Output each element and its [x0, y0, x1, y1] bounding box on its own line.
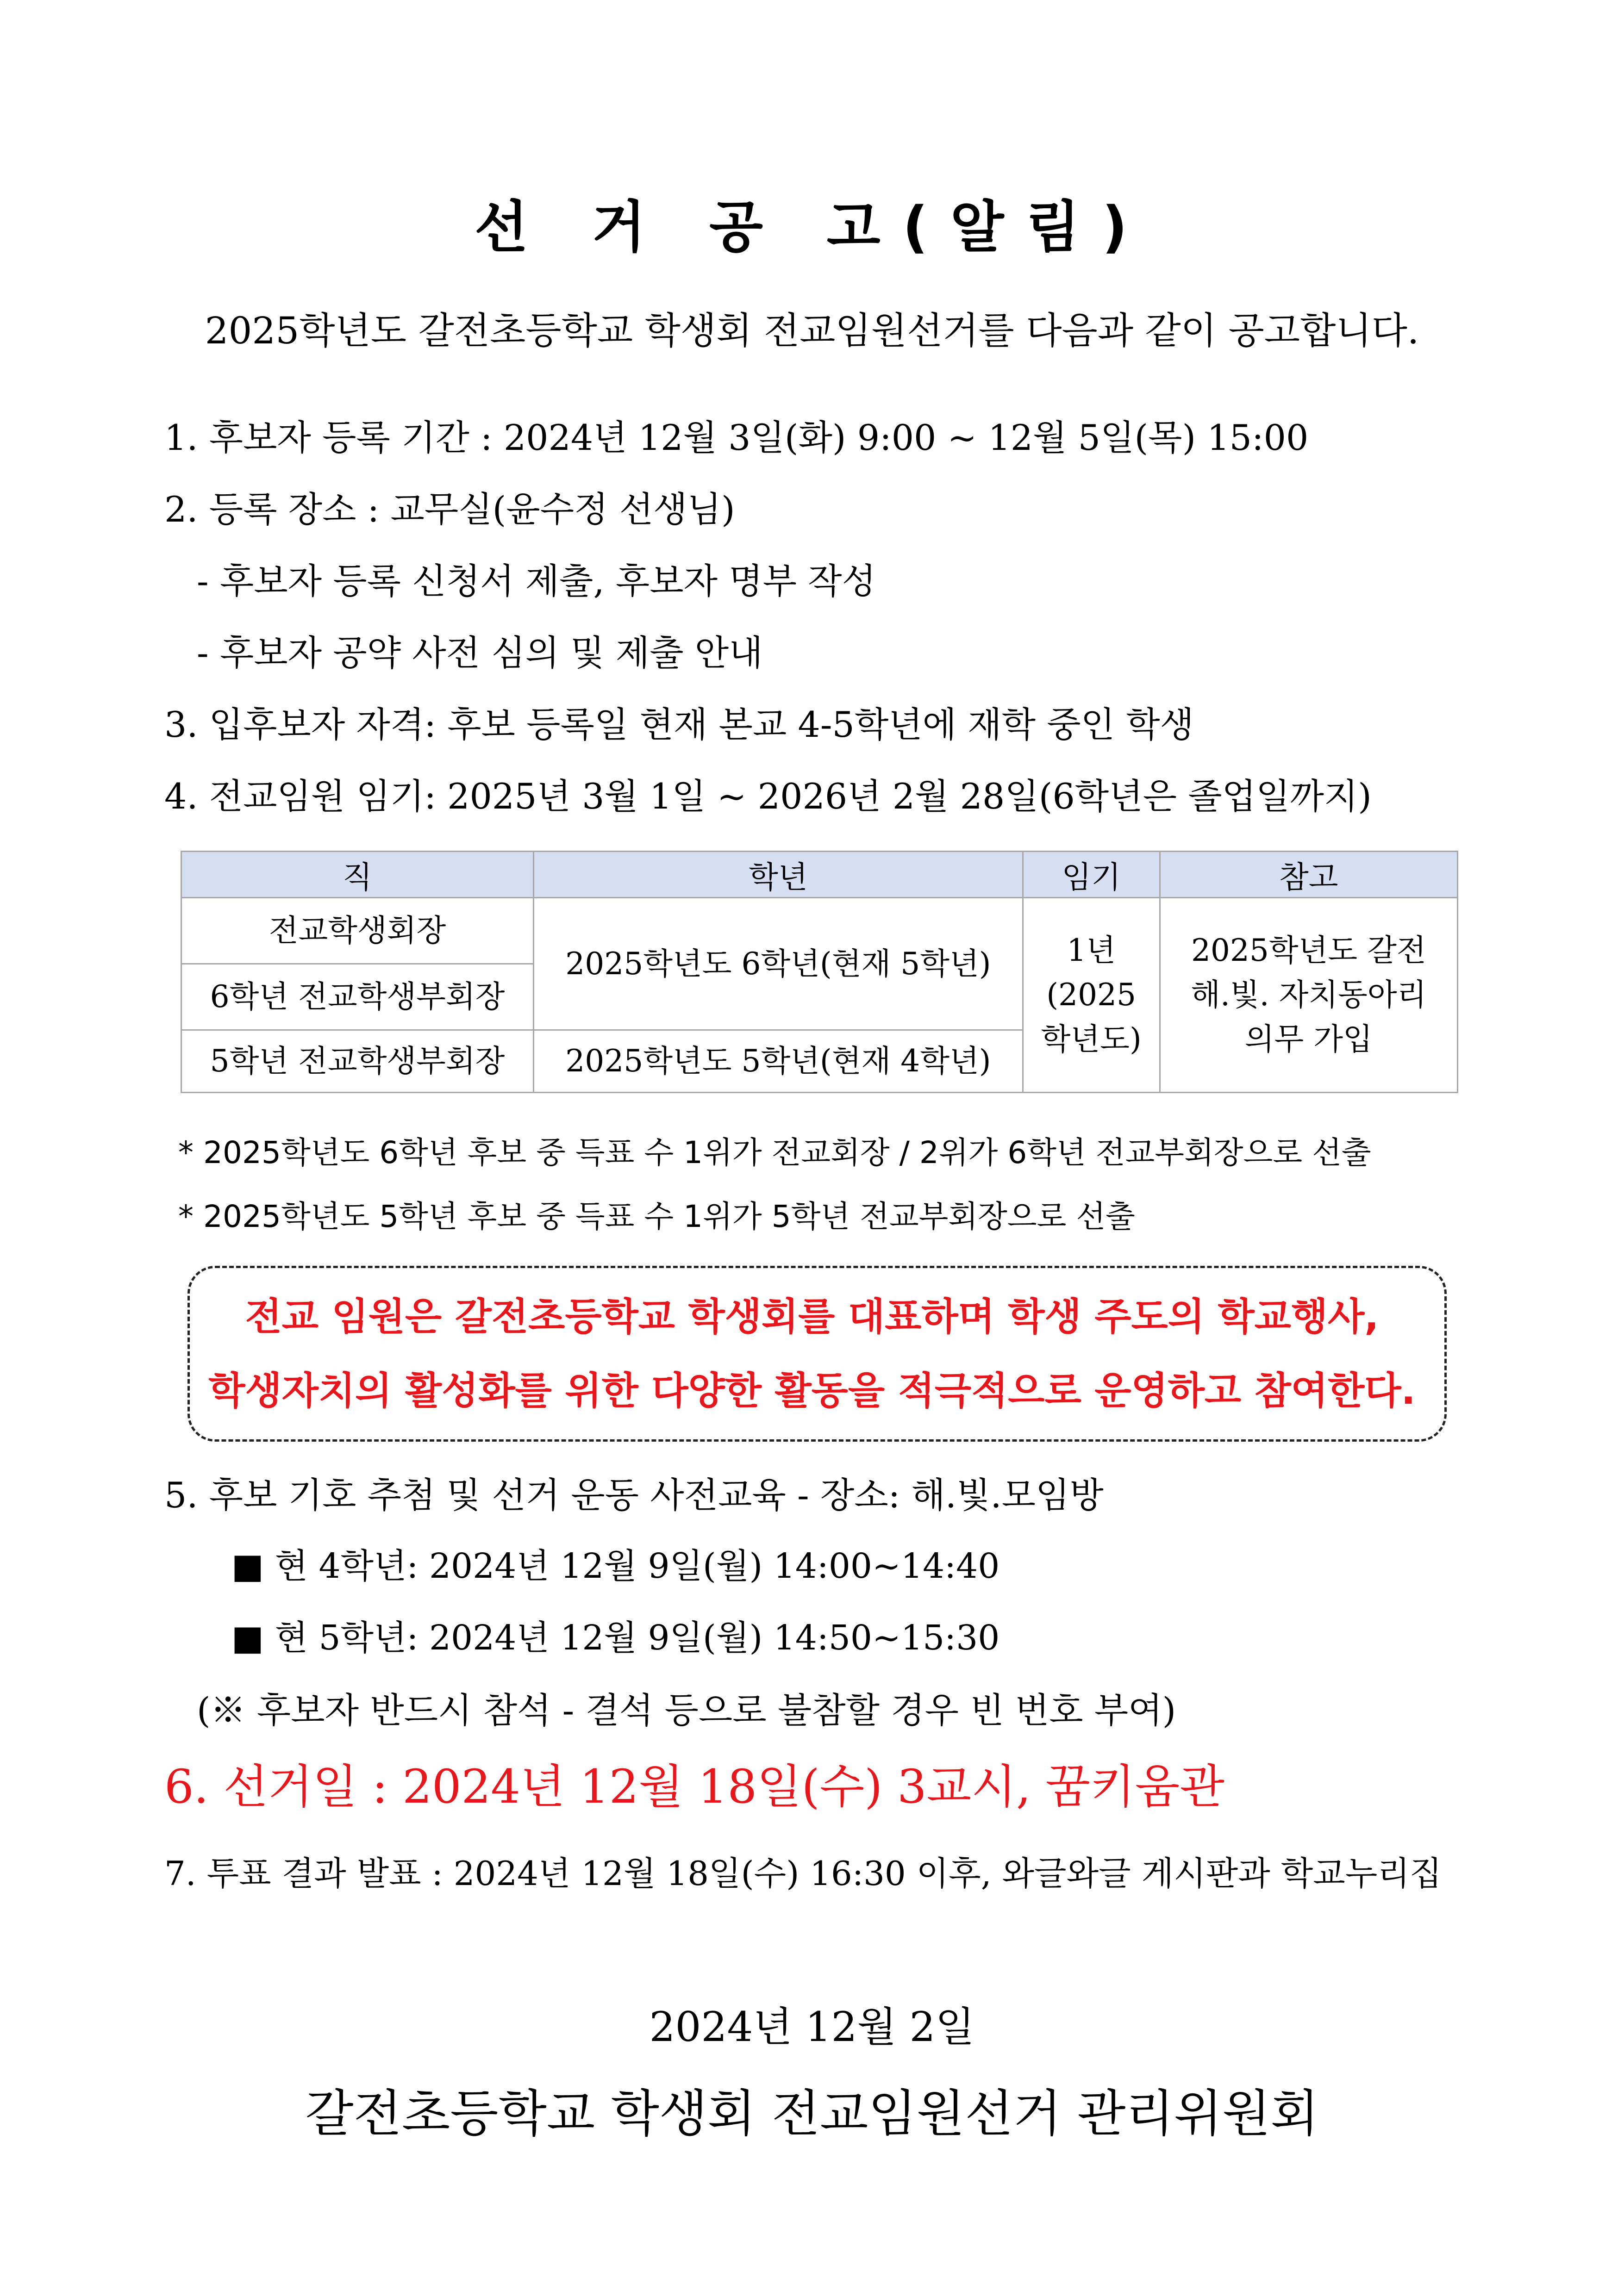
table-row — [181, 898, 1458, 964]
officer-table — [181, 851, 1458, 1093]
highlight-line-2: 학생자치의 활성화를 위한 다양한 활동을 적극적으로 운영하고 참여한다. — [208, 1369, 1416, 1413]
highlight-line-1: 전교 임원은 갈전초등학교 학생회를 대표하며 학생 주도의 학교행사, — [245, 1295, 1379, 1339]
committee-name: 갈전초등학교 학생회 전교임원선거 관리위원회 — [305, 2085, 1319, 2143]
note-cell — [1160, 898, 1457, 1093]
term-line: 학년도) — [1041, 1021, 1142, 1057]
orientation-grade4: ■ 현 4학년: 2024년 12월 9일(월) 14:00~14:40 — [231, 1546, 1000, 1586]
position-vice-5: 5학년 전교학생부회장 — [181, 1030, 534, 1093]
note-line: 의무 가입 — [1244, 1021, 1373, 1057]
intro-text: 2025학년도 갈전초등학교 학생회 전교임원선거를 다음과 같이 공고합니다. — [205, 309, 1419, 352]
term-line: (2025 — [1046, 977, 1137, 1013]
notice-date: 2024년 12월 2일 — [649, 2003, 975, 2051]
item-eligibility: 3. 입후보자 자격: 후보 등록일 현재 본교 4-5학년에 재학 중인 학생 — [164, 704, 1194, 745]
item-registration-sub2: - 후보자 공약 사전 심의 및 제출 안내 — [197, 632, 763, 673]
grade-5-cell: 2025학년도 5학년(현재 4학년) — [534, 1030, 1023, 1093]
note-line: 2025학년도 갈전 — [1191, 933, 1426, 969]
item-term: 4. 전교임원 임기: 2025년 3월 1일 ~ 2026년 2월 28일(6학년은 졸업일까지) — [164, 776, 1372, 817]
term-cell — [1023, 898, 1160, 1093]
position-president: 전교학생회장 — [181, 898, 534, 964]
grade-6-cell: 2025학년도 6학년(현재 5학년) — [534, 898, 1023, 1030]
header-note: 참고 — [1160, 852, 1457, 898]
page-title: 선 거 공 고(알림) — [474, 195, 1150, 260]
item-orientation: 5. 후보 기호 추첨 및 선거 운동 사전교육 - 장소: 해.빛.모임방 — [164, 1475, 1104, 1516]
orientation-remark: (※ 후보자 반드시 참석 - 결석 등으로 불참할 경우 빈 번호 부여) — [197, 1690, 1176, 1731]
note-line: 해.빛. 자치동아리 — [1191, 977, 1427, 1013]
item-registration-place: 2. 등록 장소 : 교무실(윤수정 선생님) — [164, 489, 735, 530]
item-registration-sub1: - 후보자 등록 신청서 제출, 후보자 명부 작성 — [197, 560, 876, 602]
header-grade: 학년 — [534, 852, 1023, 898]
item-registration-period: 1. 후보자 등록 기간 : 2024년 12월 3일(화) 9:00 ~ 12월 5일(목) 15:00 — [164, 417, 1309, 458]
item-result-announcement: 7. 투표 결과 발표 : 2024년 12월 18일(수) 16:30 이후, 와글와글 게시판과 학교누리집 — [164, 1854, 1442, 1893]
election-note-1: * 2025학년도 6학년 후보 중 득표 수 1위가 전교회장 / 2위가 6학년 전교부회장으로 선출 — [178, 1135, 1371, 1170]
position-vice-6: 6학년 전교학생부회장 — [181, 964, 534, 1030]
election-day: 6. 선거일 : 2024년 12월 18일(수) 3교시, 꿈키움관 — [164, 1760, 1224, 1814]
term-line: 1년 — [1067, 933, 1116, 969]
header-position: 직 — [181, 852, 534, 898]
orientation-grade5: ■ 현 5학년: 2024년 12월 9일(월) 14:50~15:30 — [231, 1618, 1000, 1658]
header-term: 임기 — [1023, 852, 1160, 898]
election-note-2: * 2025학년도 5학년 후보 중 득표 수 1위가 5학년 전교부회장으로 선출 — [178, 1199, 1135, 1234]
table-header-row — [181, 852, 1458, 898]
